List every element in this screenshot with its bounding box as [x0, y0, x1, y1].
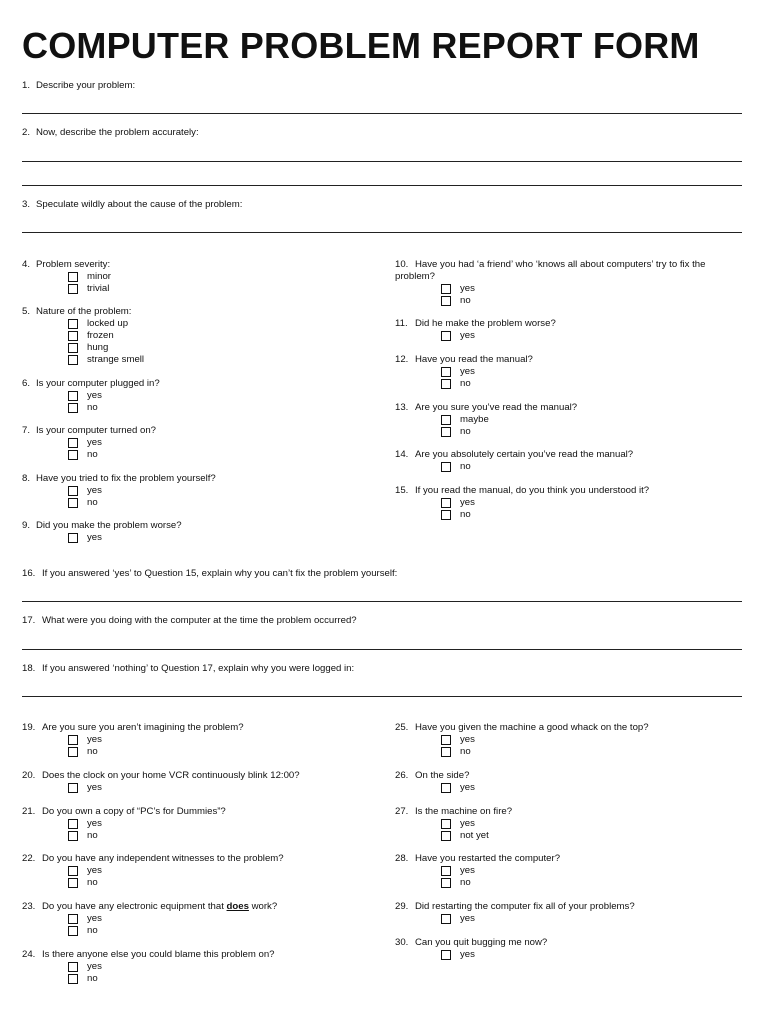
checkbox[interactable]: [441, 427, 451, 437]
question-number: 25.: [395, 722, 409, 733]
checkbox[interactable]: [441, 831, 451, 841]
checkbox[interactable]: [68, 284, 78, 294]
checkbox[interactable]: [441, 735, 451, 745]
checkbox[interactable]: [68, 783, 78, 793]
answer-line-3[interactable]: [22, 232, 742, 233]
answer-line-2b[interactable]: [22, 185, 742, 186]
question-13: [395, 402, 730, 438]
question-number: 12.: [395, 354, 409, 365]
question-text: Is the machine on fire?: [415, 806, 513, 817]
question-14: [395, 449, 730, 473]
option-yes[interactable]: yes: [68, 782, 362, 794]
option-no[interactable]: no: [68, 925, 362, 937]
checkbox[interactable]: [68, 486, 78, 496]
option-trivial[interactable]: trivial: [68, 283, 362, 295]
option-no[interactable]: no: [68, 830, 362, 842]
question-8: [22, 473, 362, 509]
question-number: 14.: [395, 449, 409, 460]
question-number: 26.: [395, 770, 409, 781]
checkbox[interactable]: [68, 831, 78, 841]
question-28: [395, 853, 730, 889]
form-title: COMPUTER PROBLEM REPORT FORM: [22, 25, 700, 66]
question-number: 20.: [22, 770, 36, 781]
option-no[interactable]: no: [441, 746, 730, 758]
checkbox[interactable]: [68, 962, 78, 972]
checkbox[interactable]: [441, 415, 451, 425]
question-number: 16.: [22, 568, 36, 579]
question-text: On the side?: [415, 770, 470, 781]
question-number: 2.: [22, 127, 31, 138]
option-yes[interactable]: yes: [441, 865, 730, 877]
checkbox[interactable]: [441, 331, 451, 341]
question-15: [395, 485, 730, 521]
option-yes[interactable]: yes: [68, 865, 362, 877]
question-25: [395, 722, 730, 758]
checkbox[interactable]: [441, 866, 451, 876]
option-no[interactable]: no: [441, 461, 730, 473]
checkbox[interactable]: [68, 343, 78, 353]
option-no[interactable]: no: [68, 877, 362, 889]
option-frozen[interactable]: frozen: [68, 330, 362, 342]
question-30: [395, 937, 730, 961]
checkbox[interactable]: [441, 914, 451, 924]
question-text: Are you absolutely certain you’ve read the manual?: [415, 449, 634, 460]
option-yes[interactable]: yes: [68, 961, 362, 973]
checkbox[interactable]: [441, 878, 451, 888]
question-26: [395, 770, 730, 794]
question-number: 7.: [22, 425, 31, 436]
question-text: Have you given the machine a good whack on the top?: [415, 722, 649, 733]
checkbox[interactable]: [68, 438, 78, 448]
question-number: 30.: [395, 937, 409, 948]
question-text: Speculate wildly about the cause of the problem:: [36, 199, 243, 210]
question-text: Have you restarted the computer?: [415, 853, 561, 864]
option-yes[interactable]: yes: [68, 390, 362, 402]
question-22: [22, 853, 362, 889]
checkbox[interactable]: [441, 367, 451, 377]
question-number: 13.: [395, 402, 409, 413]
question-7: [22, 425, 362, 461]
checkbox[interactable]: [68, 403, 78, 413]
question-number: 28.: [395, 853, 409, 864]
question-18: [22, 663, 742, 675]
option-yes[interactable]: yes: [441, 949, 730, 961]
question-text: Have you read the manual?: [415, 354, 533, 365]
checkbox[interactable]: [68, 735, 78, 745]
question-text: Do you have any independent witnesses to the problem?: [42, 853, 284, 864]
question-number: 23.: [22, 901, 36, 912]
question-text: What were you doing with the computer at the time the problem occurred?: [42, 615, 357, 626]
answer-line-2a[interactable]: [22, 161, 742, 162]
question-27: [395, 806, 730, 842]
checkbox[interactable]: [441, 510, 451, 520]
option-no[interactable]: no: [441, 295, 730, 307]
option-yes[interactable]: yes: [441, 330, 730, 342]
checkbox[interactable]: [441, 379, 451, 389]
option-maybe[interactable]: maybe: [441, 414, 730, 426]
checkbox[interactable]: [68, 878, 78, 888]
question-3: [22, 199, 742, 211]
option-yes[interactable]: yes: [441, 782, 730, 794]
question-number: 29.: [395, 901, 409, 912]
option-no[interactable]: no: [68, 449, 362, 461]
option-not-yet[interactable]: not yet: [441, 830, 730, 842]
question-11: [395, 318, 730, 342]
question-19: [22, 722, 362, 758]
question-number: 17.: [22, 615, 36, 626]
question-number: 6.: [22, 378, 31, 389]
question-text: Have you had ‘a friend’ who ‘knows all about computers’ try to fix the problem?: [395, 259, 706, 282]
answer-line-17[interactable]: [22, 649, 742, 650]
checkbox[interactable]: [441, 296, 451, 306]
checkbox[interactable]: [68, 391, 78, 401]
question-text: Do you own a copy of “PC’s for Dummies”?: [42, 806, 226, 817]
question-text: If you answered ‘yes’ to Question 15, explain why you can’t fix the problem yourself:: [42, 568, 398, 579]
checkbox[interactable]: [68, 450, 78, 460]
option-yes[interactable]: yes: [441, 497, 730, 509]
question-text: Does the clock on your home VCR continuously blink 12:00?: [42, 770, 300, 781]
checkbox[interactable]: [68, 331, 78, 341]
checkbox[interactable]: [68, 319, 78, 329]
question-text-before: Do you have any electronic equipment that: [42, 901, 227, 912]
question-4: [22, 259, 362, 295]
checkbox[interactable]: [441, 747, 451, 757]
option-yes[interactable]: yes: [441, 366, 730, 378]
question-text: If you read the manual, do you think you understood it?: [415, 485, 650, 496]
question-text: Describe your problem:: [36, 80, 136, 91]
checkbox[interactable]: [68, 355, 78, 365]
checkbox[interactable]: [441, 819, 451, 829]
question-text: Have you tried to fix the problem yourself?: [36, 473, 216, 484]
option-yes[interactable]: yes: [68, 485, 362, 497]
question-2: [22, 127, 742, 139]
question-text-emphasis: does: [226, 901, 249, 912]
question-text-after: work?: [248, 901, 278, 912]
checkbox[interactable]: [441, 498, 451, 508]
question-text: Is there anyone else you could blame this problem on?: [42, 949, 275, 960]
option-yes[interactable]: yes: [441, 913, 730, 925]
question-number: 8.: [22, 473, 31, 484]
question-12: [395, 354, 730, 390]
question-number: 10.: [395, 259, 409, 270]
question-6: [22, 378, 362, 414]
question-24: [22, 949, 362, 985]
option-no[interactable]: no: [441, 509, 730, 521]
answer-line-18[interactable]: [22, 696, 742, 697]
checkbox[interactable]: [68, 819, 78, 829]
option-yes[interactable]: yes: [68, 734, 362, 746]
option-yes[interactable]: yes: [441, 283, 730, 295]
question-number: 19.: [22, 722, 36, 733]
checkbox[interactable]: [68, 272, 78, 282]
question-number: 21.: [22, 806, 36, 817]
question-number: 3.: [22, 199, 31, 210]
option-yes[interactable]: yes: [68, 532, 362, 544]
checkbox[interactable]: [68, 926, 78, 936]
question-text: Problem severity:: [36, 259, 111, 270]
question-23: [22, 901, 362, 937]
option-hung[interactable]: hung: [68, 342, 362, 354]
checkbox[interactable]: [68, 974, 78, 984]
question-number: 18.: [22, 663, 36, 674]
checkbox[interactable]: [441, 950, 451, 960]
answer-line-1[interactable]: [22, 113, 742, 114]
checkbox[interactable]: [68, 914, 78, 924]
option-no[interactable]: no: [68, 973, 362, 985]
option-no[interactable]: no: [68, 746, 362, 758]
question-text: Nature of the problem:: [36, 306, 132, 317]
checkbox[interactable]: [68, 498, 78, 508]
checkbox[interactable]: [441, 462, 451, 472]
question-text: Is your computer plugged in?: [36, 378, 160, 389]
option-locked-up[interactable]: locked up: [68, 318, 362, 330]
question-16: [22, 568, 742, 580]
question-text: Can you quit bugging me now?: [415, 937, 548, 948]
question-number: 27.: [395, 806, 409, 817]
checkbox[interactable]: [68, 866, 78, 876]
checkbox[interactable]: [68, 747, 78, 757]
checkbox[interactable]: [441, 284, 451, 294]
question-number: 22.: [22, 853, 36, 864]
question-number: 9.: [22, 520, 31, 531]
question-17: [22, 615, 742, 627]
question-5: [22, 306, 362, 366]
question-20: [22, 770, 362, 794]
question-9: [22, 520, 362, 544]
question-number: 1.: [22, 80, 31, 91]
answer-line-16[interactable]: [22, 601, 742, 602]
question-number: 15.: [395, 485, 409, 496]
option-yes[interactable]: yes: [441, 818, 730, 830]
option-yes[interactable]: yes: [68, 913, 362, 925]
question-number: 24.: [22, 949, 36, 960]
question-29: [395, 901, 730, 925]
question-number: 11.: [395, 318, 408, 329]
option-minor[interactable]: minor: [68, 271, 362, 283]
question-text: Did restarting the computer fix all of your problems?: [415, 901, 635, 912]
question-number: 5.: [22, 306, 31, 317]
option-strange-smell[interactable]: strange smell: [68, 354, 362, 366]
question-text: Are you sure you’ve read the manual?: [415, 402, 578, 413]
option-no[interactable]: no: [68, 402, 362, 414]
question-1: [22, 80, 742, 92]
checkbox[interactable]: [441, 783, 451, 793]
question-number: 4.: [22, 259, 31, 270]
question-text: Did you make the problem worse?: [36, 520, 182, 531]
question-text: Did he make the problem worse?: [415, 318, 556, 329]
option-no[interactable]: no: [441, 378, 730, 390]
option-no[interactable]: no: [441, 877, 730, 889]
question-text: If you answered ‘nothing’ to Question 17, explain why you were logged in:: [42, 663, 355, 674]
option-yes[interactable]: yes: [441, 734, 730, 746]
question-text: Is your computer turned on?: [36, 425, 156, 436]
question-21: [22, 806, 362, 842]
option-yes[interactable]: yes: [68, 818, 362, 830]
option-no[interactable]: no: [441, 426, 730, 438]
option-no[interactable]: no: [68, 497, 362, 509]
option-yes[interactable]: yes: [68, 437, 362, 449]
question-text: Now, describe the problem accurately:: [36, 127, 199, 138]
question-10: [395, 259, 730, 307]
checkbox[interactable]: [68, 533, 78, 543]
question-text: Are you sure you aren’t imagining the problem?: [42, 722, 244, 733]
